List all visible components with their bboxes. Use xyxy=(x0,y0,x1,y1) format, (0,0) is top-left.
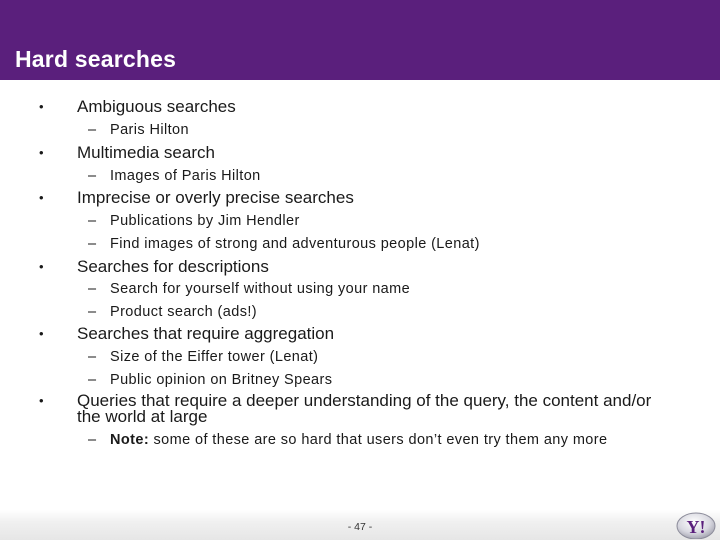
sub-dash: – xyxy=(88,372,97,388)
note-text: some of these are so hard that users don’t even try them any more xyxy=(149,432,608,448)
bullet-text: Multimedia search xyxy=(77,143,215,162)
bullet-text: Searches for descriptions xyxy=(77,257,269,276)
sub-dash: – xyxy=(88,349,97,365)
sub-dash: – xyxy=(88,304,97,320)
bullet-text-line-2: the world at large xyxy=(77,407,208,426)
sub-dash: – xyxy=(88,213,97,229)
bullet-item xyxy=(39,97,236,116)
bullet-dot: • xyxy=(39,190,44,205)
sub-item xyxy=(88,348,319,366)
sub-item xyxy=(88,121,189,139)
bullet-text: Imprecise or overly precise searches xyxy=(77,188,354,207)
sub-dash: – xyxy=(88,432,97,448)
sub-item-note xyxy=(88,431,608,449)
sub-item xyxy=(88,235,480,253)
sub-text: Search for yourself without using your name xyxy=(110,281,411,297)
sub-text: Product search (ads!) xyxy=(110,304,258,320)
slide-title: Hard searches xyxy=(15,46,177,72)
sub-item xyxy=(88,371,333,389)
sub-item xyxy=(88,212,300,230)
bullet-dot: • xyxy=(39,393,44,408)
bullet-dot: • xyxy=(39,259,44,274)
sub-text: Publications by Jim Hendler xyxy=(110,213,300,229)
note-label: Note: xyxy=(110,432,150,448)
sub-text: Find images of strong and adventurous people (Lenat) xyxy=(110,236,480,252)
sub-text: Images of Paris Hilton xyxy=(110,168,261,184)
bullet-item xyxy=(39,324,335,343)
sub-text: Public opinion on Britney Spears xyxy=(110,372,333,388)
bullet-item xyxy=(39,188,354,207)
bullet-dot: • xyxy=(39,326,44,341)
bullet-text: Ambiguous searches xyxy=(77,97,236,116)
bullet-text-line-1: Queries that require a deeper understanding of the query, the content and/or xyxy=(77,391,652,410)
bullet-item xyxy=(39,391,652,426)
logo-svg xyxy=(674,509,718,539)
bullet-dot: • xyxy=(39,145,44,160)
sub-item xyxy=(88,303,258,321)
sub-dash: – xyxy=(88,122,97,138)
sub-text: Size of the Eiffer tower (Lenat) xyxy=(110,349,319,365)
sub-dash: – xyxy=(88,168,97,184)
sub-text: Paris Hilton xyxy=(110,122,189,138)
logo-text: Y! xyxy=(686,517,706,537)
bullet-item xyxy=(39,143,215,162)
bullet-dot: • xyxy=(39,99,44,114)
sub-dash: – xyxy=(88,281,97,297)
sub-item xyxy=(88,280,411,298)
sub-dash: – xyxy=(88,236,97,252)
yahoo-logo-icon xyxy=(674,509,718,539)
page-number: - 47 - xyxy=(347,521,373,533)
bullet-item xyxy=(39,257,269,276)
bullet-text: Searches that require aggregation xyxy=(77,324,335,343)
sub-item xyxy=(88,167,261,185)
